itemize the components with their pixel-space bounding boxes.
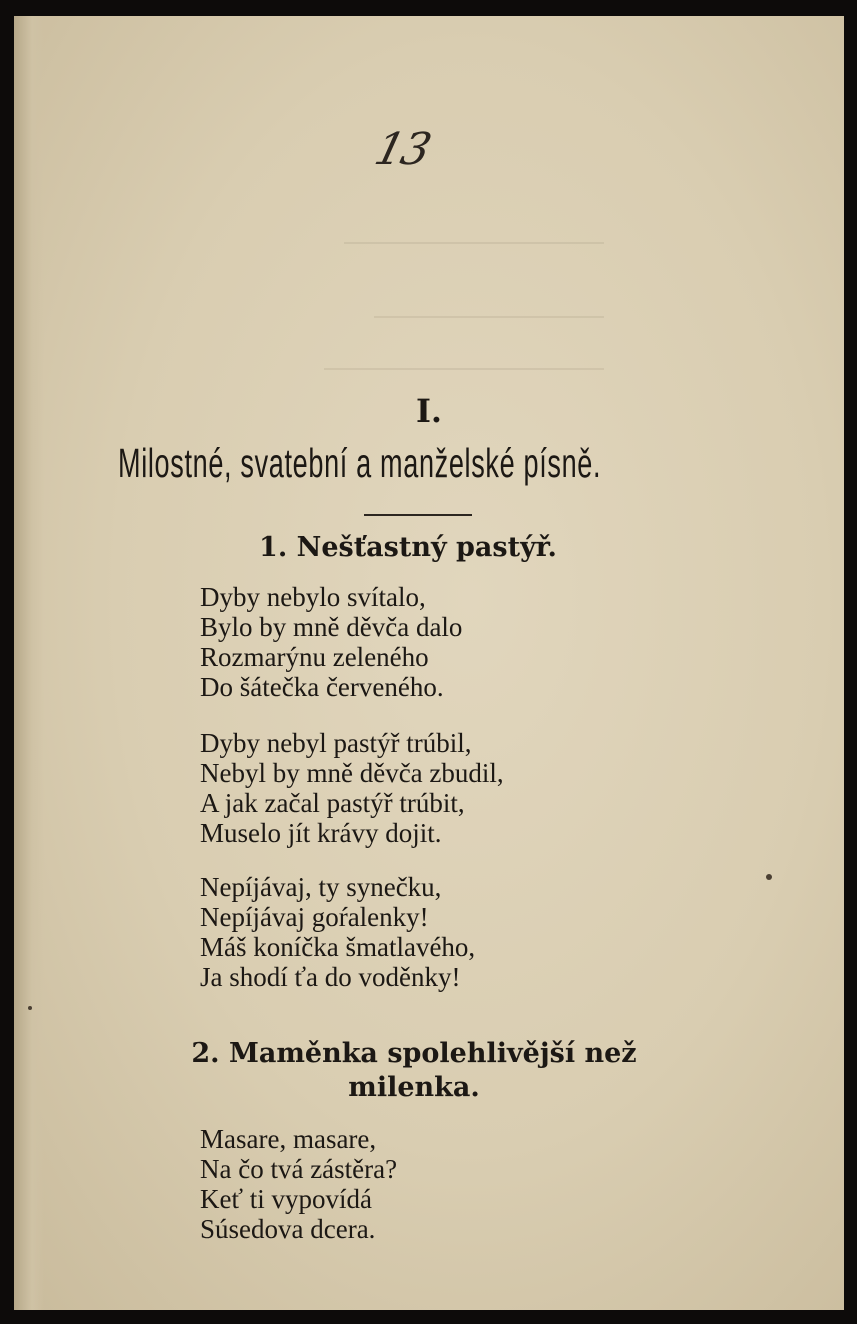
verse-line: Dyby nebylo svítalo, <box>200 582 426 612</box>
song-title-line: 2. Maměnka spolehlivější než <box>191 1038 637 1069</box>
verse-line: Na čo tvá zástěra? <box>200 1154 398 1184</box>
ink-spot <box>766 874 772 880</box>
verse-line: A jak začal pastýř trúbit, <box>200 788 465 818</box>
verse <box>200 728 504 848</box>
ink-spot <box>28 1006 32 1010</box>
show-through-decoration <box>344 242 604 244</box>
show-through-decoration <box>324 368 604 370</box>
section-divider <box>364 514 472 516</box>
verse-line: Rozmarýnu zeleného <box>200 642 429 672</box>
verse-line: Nebyl by mně děvča zbudil, <box>200 758 504 788</box>
show-through-decoration <box>374 316 604 318</box>
song-title-line: milenka. <box>348 1072 480 1103</box>
verse <box>200 872 475 992</box>
verse-line: Máš koníčka šmatlavého, <box>200 932 476 962</box>
verse-line: Do šátečka červeného. <box>200 672 444 702</box>
verse-line: Masare, masare, <box>200 1124 377 1154</box>
book-page <box>14 16 844 1310</box>
handwritten-page-number: 13 <box>369 124 435 175</box>
page-gutter <box>14 16 44 1310</box>
verse-line: Ja shodí ťa do voděnky! <box>200 962 461 992</box>
verse-line: Dyby nebyl pastýř trúbil, <box>200 728 472 758</box>
section-number: I. <box>415 392 443 430</box>
verse-line: Nepíjávaj, ty synečku, <box>200 872 442 902</box>
verse-line: Bylo by mně děvča dalo <box>200 612 463 642</box>
verse-line: Nepíjávaj goŕalenky! <box>200 902 429 932</box>
section-title: Milostné, svatební a manželské písně. <box>118 440 602 486</box>
verse <box>200 582 462 702</box>
song-title: 1. Nešťastný pastýř. <box>259 532 557 563</box>
verse-line: Súsedova dcera. <box>200 1214 376 1244</box>
verse-line: Keť ti vypovídá <box>200 1184 373 1214</box>
verse-line: Muselo jít krávy dojit. <box>200 818 442 848</box>
verse <box>200 1124 397 1244</box>
